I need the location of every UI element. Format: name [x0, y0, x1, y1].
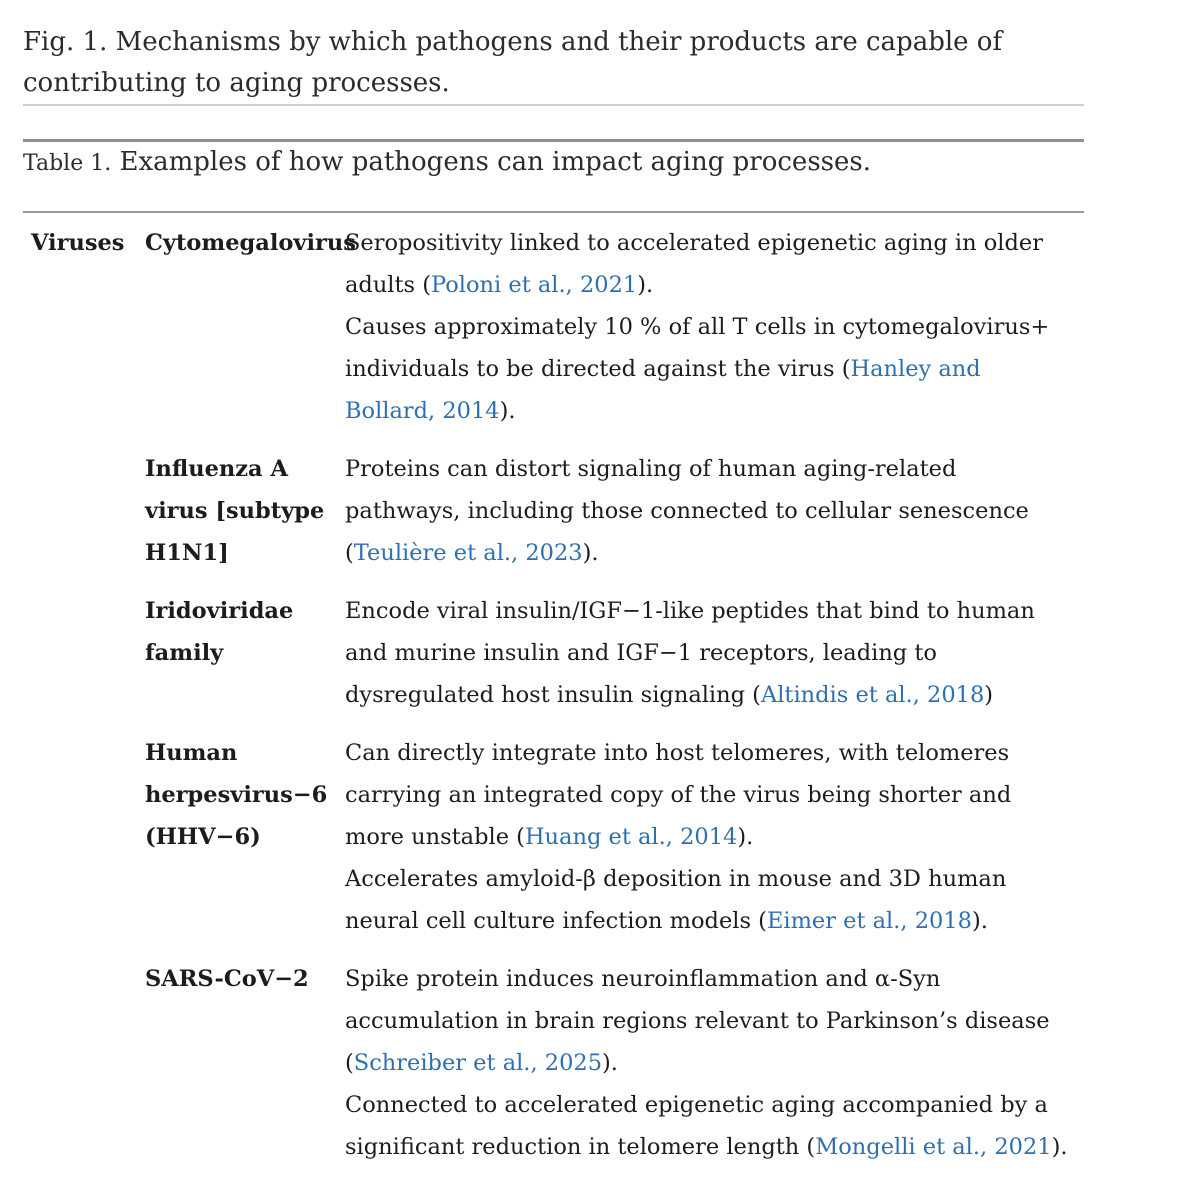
effect-text: Connected to accelerated epigenetic aging accompanied by a significant reduction in telomere length (Mongelli et al., 2021). — [345, 1092, 1068, 1160]
citation-link[interactable]: Poloni et al., 2021 — [431, 272, 638, 298]
caption-divider — [23, 104, 1084, 106]
effect-cell — [345, 732, 1075, 942]
pathogen-cell: Human herpesvirus−6 (HHV−6) — [145, 740, 328, 850]
citation-link[interactable]: Schreiber et al., 2025 — [353, 1050, 603, 1076]
effect-cell — [345, 590, 1075, 716]
pathogen-cell: Cytomegalovirus — [145, 230, 356, 256]
table-row — [23, 732, 1084, 942]
citation-link[interactable]: Huang et al., 2014 — [524, 824, 738, 850]
pathogen-cell: Influenza A virus [subtype H1N1] — [145, 456, 325, 566]
effect-text: Encode viral insulin/IGF−1-like peptides that bind to human and murine insulin and IGF−1 receptors, leading to dysregulated host insulin signaling (Altindis et al., 2018) — [345, 598, 1035, 708]
citation-link[interactable]: Hanley and Bollard, 2014 — [345, 356, 981, 424]
figure-caption: Fig. 1. Mechanisms by which pathogens and their products are capable of contributing to aging processes. — [23, 27, 1003, 98]
table-row — [23, 590, 1084, 716]
effect-text: Spike protein induces neuroinflammation and α-Syn accumulation in brain regions relevant to Parkinson’s disease (Schreiber et al., 2025). — [345, 966, 1050, 1076]
table-title: Examples of how pathogens can impact aging processes. — [119, 147, 871, 177]
effect-text: Causes approximately 10 % of all T cells in cytomegalovirus+ individuals to be directed against the virus (Hanley and Bollard, 2014). — [345, 314, 1050, 424]
citation-link[interactable]: Mongelli et al., 2021 — [815, 1134, 1052, 1160]
citation-link[interactable]: Eimer et al., 2018 — [766, 908, 972, 934]
table-label: Table 1. — [23, 151, 112, 176]
effect-text: Proteins can distort signaling of human aging-related pathways, including those connected to cellular senescence (Teulière et al., 2023). — [345, 456, 1029, 566]
effect-cell — [345, 222, 1075, 432]
table-row — [23, 448, 1084, 574]
table-row — [23, 958, 1084, 1168]
effect-text: Accelerates amyloid-β deposition in mouse and 3D human neural cell culture infection models (Eimer et al., 2018). — [345, 866, 1007, 934]
table-header-rule — [23, 211, 1084, 213]
table-top-rule — [23, 139, 1084, 142]
effect-cell — [345, 958, 1075, 1168]
pathogen-table — [23, 222, 1084, 1184]
effect-text: Seropositivity linked to accelerated epigenetic aging in older adults (Poloni et al., 2021). — [345, 230, 1043, 298]
table-caption — [23, 143, 871, 183]
citation-link[interactable]: Teulière et al., 2023 — [353, 540, 583, 566]
citation-link[interactable]: Altindis et al., 2018 — [760, 682, 985, 708]
table-row — [23, 222, 1084, 432]
effect-cell — [345, 448, 1075, 574]
effect-text: Can directly integrate into host telomeres, with telomeres carrying an integrated copy of the virus being shorter and more unstable (Huang et al., 2014). — [345, 740, 1012, 850]
pathogen-cell: SARS-CoV−2 — [145, 966, 309, 992]
category-cell: Viruses — [31, 230, 125, 256]
pathogen-cell: Iridoviridae family — [145, 598, 294, 666]
